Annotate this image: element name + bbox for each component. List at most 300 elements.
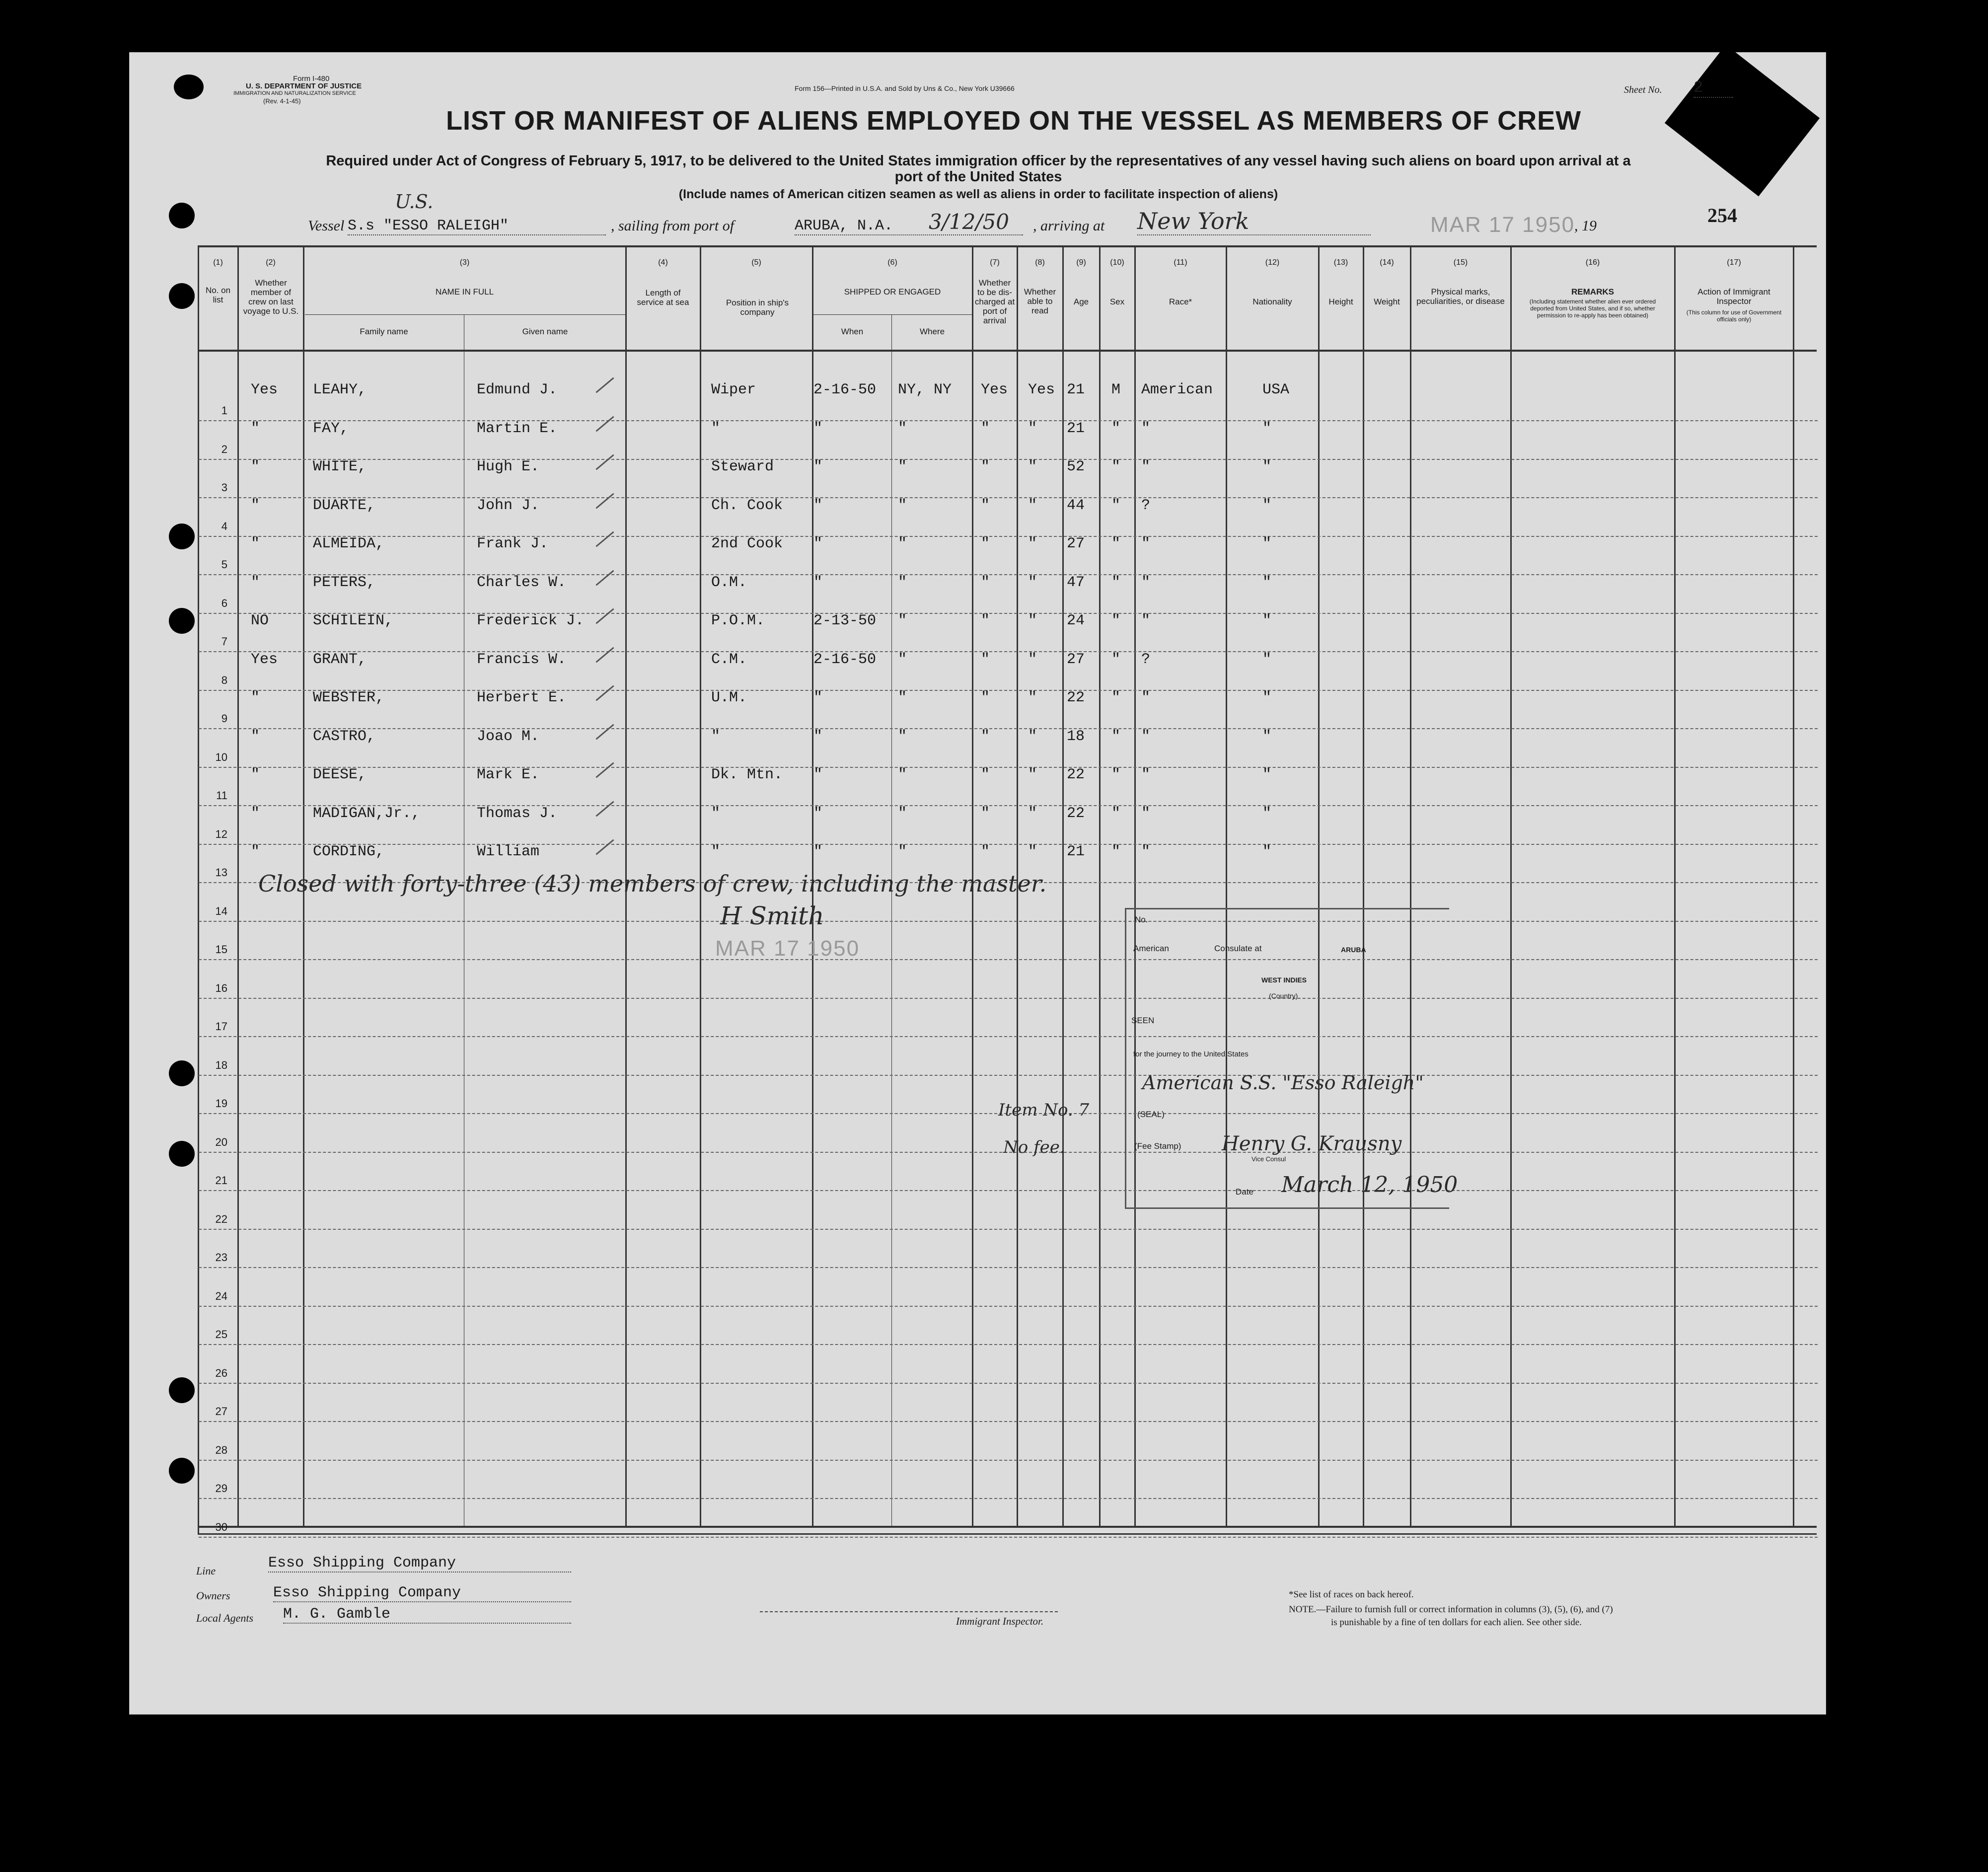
printer-line: Form 156—Printed in U.S.A. and Sold by Uns & Co., New York U39666: [795, 84, 1015, 92]
col-position: Dk. Mtn.: [711, 766, 783, 783]
sailing-date: 3/12/50: [929, 210, 1009, 234]
col-prev-voyage: ": [251, 458, 260, 475]
punch-hole: [169, 1458, 195, 1484]
requirement-line-2: port of the United States: [894, 169, 1062, 185]
stamp-fee: (Fee Stamp): [1134, 1141, 1181, 1151]
col-16-header: REMARKS: [1571, 287, 1614, 297]
stamp-journey: for the journey to the United States: [1133, 1050, 1249, 1058]
col-3b-header: Given name: [522, 327, 568, 336]
col-prev-voyage: ": [251, 805, 260, 822]
row-rule: [199, 767, 1818, 768]
punch-hole: [169, 283, 195, 309]
col-11-number: (11): [1174, 258, 1187, 267]
col-sex: ": [1111, 535, 1121, 552]
punch-hole: [169, 1141, 195, 1167]
col-age: 22: [1067, 805, 1085, 822]
col-shipped-when: ": [813, 843, 823, 860]
col-able-to-read: ": [1028, 497, 1037, 514]
row-rule: [199, 844, 1818, 845]
col-shipped-when: ": [813, 728, 823, 745]
col-shipped-when: ": [813, 766, 823, 783]
col-position: ": [711, 728, 721, 745]
col-4-number: (4): [658, 258, 668, 267]
col-given-name: Mark E.: [477, 766, 540, 783]
col-discharged: ": [981, 728, 990, 745]
line-value: Esso Shipping Company: [268, 1555, 571, 1572]
page-title: LIST OR MANIFEST OF ALIENS EMPLOYED ON THE VESSEL AS MEMBERS OF CREW: [446, 106, 1582, 136]
col-position: P.O.M.: [711, 612, 765, 629]
col-4-header: Length of service at sea: [637, 288, 689, 307]
col-14-header: Weight: [1374, 297, 1400, 306]
owners-value: Esso Shipping Company: [273, 1584, 571, 1602]
col-nationality: ": [1262, 651, 1272, 668]
col-13-header: Height: [1328, 297, 1353, 306]
col-shipped-when: 2-13-50: [813, 612, 877, 629]
col-race: ": [1141, 689, 1151, 706]
agents-value: M. G. Gamble: [283, 1606, 571, 1624]
col-15-number: (15): [1453, 258, 1468, 267]
row-number: 3: [221, 481, 227, 494]
col-prev-voyage: ": [251, 728, 260, 745]
form-number: Form I-480: [293, 75, 330, 83]
col-nationality: USA: [1262, 381, 1290, 398]
stamp-region: WEST INDIES: [1261, 976, 1307, 984]
col-position: 2nd Cook: [711, 535, 783, 552]
row-rule: [199, 1421, 1818, 1422]
col-given-name: Hugh E.: [477, 458, 540, 475]
col-prev-voyage: ": [251, 497, 260, 514]
col-nationality: ": [1262, 843, 1272, 860]
arrival-date-stamp: MAR 17 1950: [1430, 213, 1575, 237]
punch-hole: [169, 1060, 195, 1086]
col-nationality: ": [1262, 805, 1272, 822]
col-6b-header: Where: [919, 327, 945, 336]
col-9-number: (9): [1076, 258, 1086, 267]
col-1-number: (1): [213, 258, 223, 267]
col-family-name: MADIGAN,Jr.,: [313, 805, 421, 822]
col-nationality: ": [1262, 689, 1272, 706]
vessel-hand-note: U.S.: [395, 191, 434, 213]
sheet-label: Sheet No.: [1624, 84, 1662, 95]
row-rule: [199, 1267, 1818, 1268]
col-8-number: (8): [1035, 258, 1045, 267]
col-age: 47: [1067, 574, 1085, 591]
port-to: New York: [1137, 208, 1371, 235]
inspector-signature-line: [760, 1611, 1058, 1612]
row-number: 4: [221, 520, 227, 532]
col-prev-voyage: NO: [251, 612, 269, 629]
row-number: 12: [215, 827, 227, 840]
row-rule: [199, 536, 1818, 537]
stamp-date-hand: March 12, 1950: [1281, 1172, 1458, 1198]
row-number: 20: [215, 1135, 227, 1148]
col-shipped-when: ": [813, 574, 823, 591]
col-given-name: Herbert E.: [477, 689, 567, 706]
col-sex: ": [1111, 497, 1121, 514]
col-shipped-where: ": [898, 805, 907, 822]
col-prev-voyage: ": [251, 420, 260, 437]
col-nationality: ": [1262, 574, 1272, 591]
row-number: 11: [216, 789, 227, 802]
col-able-to-read: ": [1028, 458, 1037, 475]
row-number: 27: [215, 1405, 227, 1418]
consulate-stamp: [1125, 908, 1449, 1209]
col-given-name: Frank J.: [477, 535, 549, 552]
col-age: 22: [1067, 689, 1085, 706]
col-shipped-where: ": [898, 766, 907, 783]
col-age: 21: [1067, 420, 1085, 437]
col-able-to-read: ": [1028, 420, 1037, 437]
row-rule: [199, 574, 1818, 575]
col-5-number: (5): [751, 258, 761, 267]
row-rule: [199, 420, 1818, 421]
col-family-name: FAY,: [313, 420, 349, 437]
inspector-date-stamp: MAR 17 1950: [715, 936, 860, 961]
col-12-number: (12): [1265, 258, 1280, 267]
col-able-to-read: ": [1028, 728, 1037, 745]
row-number: 21: [215, 1174, 227, 1187]
inspector-label: Immigrant Inspector.: [956, 1615, 1044, 1627]
col-7-header: Whether to be dis-charged at port of arrival: [974, 278, 1015, 325]
stamp-seen: SEEN: [1131, 1016, 1155, 1025]
stamp-city: ARUBA: [1341, 946, 1366, 954]
col-prev-voyage: Yes: [251, 381, 278, 398]
col-race: ": [1141, 535, 1151, 552]
row-rule: [199, 959, 1818, 960]
closing-note: Closed with forty-three (43) members of crew, including the master.: [258, 870, 1047, 897]
row-rule: [199, 1075, 1818, 1076]
col-able-to-read: ": [1028, 612, 1037, 629]
col-family-name: PETERS,: [313, 574, 376, 591]
requirement-line-3: (Include names of American citizen seamen as well as aliens in order to facilitate inspection of aliens): [678, 187, 1278, 201]
col-11-header: Race*: [1169, 297, 1192, 306]
col-shipped-where: ": [898, 843, 907, 860]
col-family-name: DEESE,: [313, 766, 367, 783]
col-shipped-when: ": [813, 805, 823, 822]
row-number: 17: [215, 1020, 227, 1033]
col-10-header: Sex: [1109, 297, 1125, 306]
col-given-name: Charles W.: [477, 574, 567, 591]
col-given-name: Edmund J.: [477, 381, 558, 398]
col-race: ": [1141, 458, 1151, 475]
col-shipped-where: ": [898, 689, 907, 706]
row-rule: [199, 651, 1818, 652]
col-family-name: CORDING,: [313, 843, 385, 860]
row-number: 1: [221, 404, 227, 417]
row-number: 14: [215, 904, 227, 917]
row-rule: [199, 1036, 1818, 1037]
col-16-subheader: (Including statement whether alien ever ordered deported from United States, and if so, whether permission to re-apply has been obtained): [1529, 298, 1656, 319]
stamp-seal: (SEAL): [1137, 1110, 1165, 1119]
col-discharged: ": [981, 766, 990, 783]
col-discharged: ": [981, 805, 990, 822]
col-sex: ": [1111, 805, 1121, 822]
col-given-name: John J.: [477, 497, 540, 514]
col-shipped-where: ": [898, 458, 907, 475]
row-rule: [199, 1498, 1818, 1499]
col-able-to-read: ": [1028, 805, 1037, 822]
col-shipped-when: ": [813, 458, 823, 475]
col-sex: ": [1111, 420, 1121, 437]
col-8-header: Whether able to read: [1024, 287, 1056, 315]
row-number: 10: [215, 750, 227, 763]
row-number: 9: [221, 712, 227, 725]
col-nationality: ": [1262, 420, 1272, 437]
agents-label: Local Agents: [196, 1612, 254, 1624]
col-age: 21: [1067, 843, 1085, 860]
col-shipped-where: ": [898, 651, 907, 668]
col-shipped-where: ": [898, 497, 907, 514]
col-race: ": [1141, 766, 1151, 783]
col-17-header: Action of Immigrant Inspector: [1697, 287, 1770, 306]
row-rule: [199, 1383, 1818, 1384]
vessel-label: Vessel: [308, 218, 345, 234]
col-nationality: ": [1262, 766, 1272, 783]
col-race: American: [1141, 381, 1213, 398]
col-able-to-read: ": [1028, 843, 1037, 860]
col-sex: ": [1111, 574, 1121, 591]
stamp-vice-consul: Vice Consul: [1252, 1155, 1286, 1163]
col-discharged: ": [981, 420, 990, 437]
col-family-name: WEBSTER,: [313, 689, 385, 706]
row-number: 13: [215, 866, 227, 879]
punch-hole: [169, 524, 195, 549]
row-number: 15: [215, 943, 227, 956]
col-shipped-when: ": [813, 535, 823, 552]
col-able-to-read: ": [1028, 535, 1037, 552]
vessel-name: S.s "ESSO RALEIGH": [348, 218, 606, 235]
col-3-header: NAME IN FULL: [435, 287, 494, 297]
col-sex: ": [1111, 458, 1121, 475]
col-17-subheader: (This column for use of Government officials only): [1686, 309, 1782, 323]
col-position: U.M.: [711, 689, 747, 706]
stamp-american: American: [1133, 944, 1169, 953]
col-race: ": [1141, 420, 1151, 437]
col-14-number: (14): [1380, 258, 1394, 267]
col-sex: ": [1111, 689, 1121, 706]
row-number: 7: [221, 635, 227, 648]
row-rule: [199, 690, 1818, 691]
col-age: 27: [1067, 651, 1085, 668]
col-race: ": [1141, 612, 1151, 629]
col-7-number: (7): [990, 258, 1000, 267]
col-sex: ": [1111, 728, 1121, 745]
row-number: 2: [221, 443, 227, 455]
col-age: 18: [1067, 728, 1085, 745]
row-rule: [199, 1306, 1818, 1307]
col-nationality: ": [1262, 497, 1272, 514]
col-given-name: Joao M.: [477, 728, 540, 745]
col-nationality: ": [1262, 728, 1272, 745]
col-family-name: CASTRO,: [313, 728, 376, 745]
clerk-note-fee: No fee.: [1003, 1137, 1065, 1157]
col-given-name: Martin E.: [477, 420, 558, 437]
row-rule: [199, 1190, 1818, 1191]
col-nationality: ": [1262, 458, 1272, 475]
col-position: O.M.: [711, 574, 747, 591]
row-number: 25: [215, 1328, 227, 1341]
line-label: Line: [196, 1565, 216, 1577]
row-number: 19: [215, 1097, 227, 1110]
col-able-to-read: ": [1028, 689, 1037, 706]
col-sex: ": [1111, 766, 1121, 783]
sailing-label: , sailing from port of: [611, 218, 735, 234]
col-discharged: ": [981, 689, 990, 706]
col-family-name: LEAHY,: [313, 381, 367, 398]
col-age: 52: [1067, 458, 1085, 475]
col-position: Wiper: [711, 381, 756, 398]
row-rule: [199, 998, 1818, 999]
col-able-to-read: Yes: [1028, 381, 1055, 398]
col-shipped-where: ": [898, 728, 907, 745]
port-from: ARUBA, N.A.: [795, 218, 1023, 235]
col-race: ": [1141, 574, 1151, 591]
consul-signature: Henry G. Krausny: [1222, 1132, 1402, 1155]
row-number: 24: [215, 1289, 227, 1302]
row-rule: [199, 1229, 1818, 1230]
col-given-name: Francis W.: [477, 651, 567, 668]
col-discharged: ": [981, 651, 990, 668]
col-nationality: ": [1262, 535, 1272, 552]
col-race: ": [1141, 805, 1151, 822]
col-shipped-where: ": [898, 420, 907, 437]
punch-hole: [169, 1377, 195, 1403]
col-shipped-where: ": [898, 535, 907, 552]
col-12-header: Nationality: [1252, 297, 1292, 306]
col-6a-header: When: [841, 327, 864, 336]
row-rule: [199, 1537, 1818, 1538]
stamp-vessel-hand: American S.S. "Esso Raleigh": [1142, 1072, 1424, 1094]
col-prev-voyage: ": [251, 843, 260, 860]
col-race: ": [1141, 843, 1151, 860]
col-given-name: William: [477, 843, 540, 860]
col-discharged: Yes: [981, 381, 1008, 398]
col-family-name: WHITE,: [313, 458, 367, 475]
page-stamp-number: 254: [1707, 204, 1737, 226]
col-prev-voyage: ": [251, 689, 260, 706]
col-shipped-when: 2-16-50: [813, 381, 877, 398]
col-family-name: SCHILEIN,: [313, 612, 394, 629]
col-race: ?: [1141, 497, 1151, 514]
col-able-to-read: ": [1028, 651, 1037, 668]
sheet-number: 2: [1693, 78, 1733, 98]
col-age: 21: [1067, 381, 1085, 398]
row-rule: [199, 459, 1818, 460]
col-position: Ch. Cook: [711, 497, 783, 514]
col-position: C.M.: [711, 651, 747, 668]
punch-hole: [169, 203, 195, 228]
row-number: 26: [215, 1366, 227, 1379]
col-discharged: ": [981, 612, 990, 629]
col-shipped-where: ": [898, 574, 907, 591]
col-3a-header: Family name: [360, 327, 408, 336]
col-discharged: ": [981, 843, 990, 860]
col-given-name: Frederick J.: [477, 612, 585, 629]
races-note: *See list of races on back hereof.: [1289, 1589, 1414, 1600]
form-revision: (Rev. 4-1-45): [263, 97, 301, 105]
col-sex: ": [1111, 651, 1121, 668]
col-prev-voyage: ": [251, 574, 260, 591]
col-able-to-read: ": [1028, 574, 1037, 591]
service-name: IMMIGRATION AND NATURALIZATION SERVICE: [233, 90, 356, 96]
col-race: ": [1141, 728, 1151, 745]
row-rule: [199, 921, 1818, 922]
col-nationality: ": [1262, 612, 1272, 629]
stamp-country: (Country): [1269, 992, 1298, 1000]
col-5-header: Position in ship's company: [726, 298, 789, 317]
col-family-name: GRANT,: [313, 651, 367, 668]
col-age: 24: [1067, 612, 1085, 629]
row-number: 23: [215, 1251, 227, 1264]
row-number: 5: [221, 558, 227, 571]
row-rule: [199, 728, 1818, 729]
row-number: 16: [215, 981, 227, 994]
stamp-date-label: Date: [1236, 1187, 1253, 1197]
col-3-number: (3): [459, 258, 470, 267]
col-discharged: ": [981, 497, 990, 514]
col-given-name: Thomas J.: [477, 805, 558, 822]
row-rule: [199, 497, 1818, 498]
penalty-note-2: is punishable by a fine of ten dollars for each alien. See other side.: [1331, 1617, 1582, 1628]
col-age: 44: [1067, 497, 1085, 514]
punch-hole: [169, 608, 195, 634]
col-sex: M: [1111, 381, 1121, 398]
row-number: 28: [215, 1443, 227, 1456]
col-able-to-read: ": [1028, 766, 1037, 783]
col-discharged: ": [981, 458, 990, 475]
col-position: Steward: [711, 458, 774, 475]
col-position: ": [711, 805, 721, 822]
col-6-header: SHIPPED OR ENGAGED: [844, 287, 941, 297]
inspector-signature: H Smith: [720, 901, 824, 930]
row-number: 22: [215, 1212, 227, 1225]
col-sex: ": [1111, 843, 1121, 860]
owners-label: Owners: [196, 1589, 230, 1602]
penalty-note: NOTE.—Failure to furnish full or correct information in columns (3), (5), (6), and (7): [1289, 1604, 1613, 1615]
col-position: ": [711, 420, 721, 437]
dept-name: U. S. DEPARTMENT OF JUSTICE: [246, 82, 362, 90]
row-rule: [199, 1460, 1818, 1461]
arriving-label: , arriving at: [1033, 218, 1105, 234]
col-shipped-when: 2-16-50: [813, 651, 877, 668]
col-16-number: (16): [1585, 258, 1600, 267]
col-shipped-where: NY, NY: [898, 381, 952, 398]
row-rule: [199, 1344, 1818, 1345]
stamp-number-label: No.: [1135, 915, 1148, 924]
row-number: 30: [215, 1520, 227, 1533]
col-6-number: (6): [887, 258, 897, 267]
row-rule: [199, 613, 1818, 614]
col-shipped-when: ": [813, 689, 823, 706]
col-age: 22: [1067, 766, 1085, 783]
col-15-header: Physical marks, peculiarities, or disease: [1416, 287, 1505, 306]
col-prev-voyage: ": [251, 766, 260, 783]
col-discharged: ": [981, 574, 990, 591]
row-number: 6: [221, 597, 227, 609]
col-shipped-when: ": [813, 497, 823, 514]
year-label: , 19: [1574, 218, 1597, 234]
col-age: 27: [1067, 535, 1085, 552]
punch-hole: [174, 75, 204, 99]
col-family-name: ALMEIDA,: [313, 535, 385, 552]
col-2-header: Whether member of crew on last voyage to U.S.: [243, 278, 299, 316]
row-number: 29: [215, 1482, 227, 1495]
row-rule: [199, 805, 1818, 806]
col-position: ": [711, 843, 721, 860]
col-10-number: (10): [1110, 258, 1124, 267]
col-17-number: (17): [1727, 258, 1741, 267]
row-number: 8: [221, 674, 227, 686]
